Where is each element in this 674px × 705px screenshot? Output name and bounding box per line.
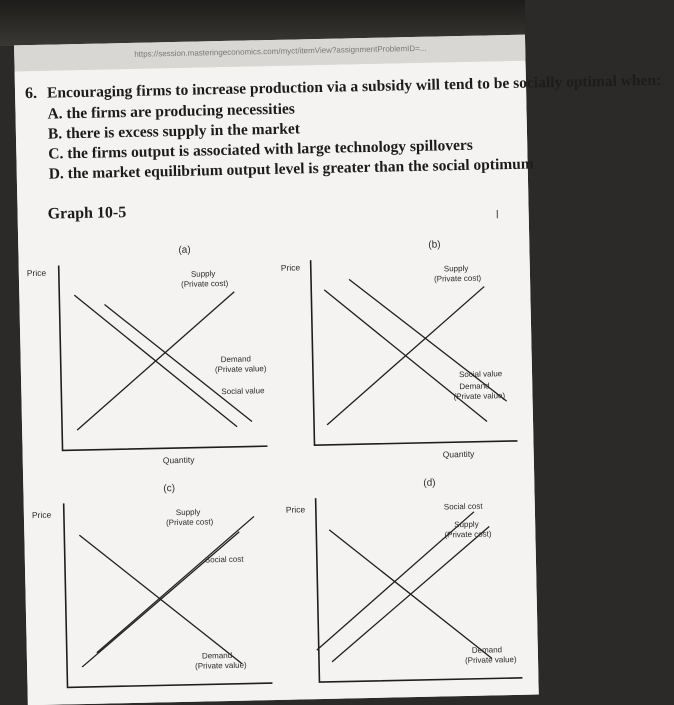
panel-d [285, 476, 522, 683]
option-d-text: the market equilibrium output level is greater than the social optimum [67, 155, 534, 183]
panel-d-label: (d) [423, 477, 436, 489]
panel-d-price-label: Price [285, 504, 306, 515]
panel-c-label: (c) [163, 483, 176, 495]
panel-a-supply-label: Supply [190, 269, 216, 279]
option-b-text: there is excess supply in the market [65, 120, 301, 143]
panel-d-demand-curve [329, 527, 492, 662]
panel-b-supply-label: Supply [443, 263, 469, 274]
document-page [15, 61, 662, 705]
option-a-text: the firms are producing necessities [66, 100, 296, 123]
panel-d-social-cost-label: Social cost [443, 501, 483, 512]
graph-10-5-figure [18, 226, 533, 696]
panel-d-demand-label: Demand [471, 645, 503, 655]
panel-b-demand-curve [324, 287, 490, 425]
option-a-letter: A. [47, 105, 63, 123]
question-number: 6. [24, 84, 38, 103]
panel-a-supply-sub: (Private cost) [181, 278, 229, 289]
panel-c-demand-label: Demand [201, 650, 233, 661]
panel-a-demand-sub: (Private value) [214, 364, 267, 375]
panel-d-demand-sub: (Private value) [464, 654, 517, 666]
panel-c-social-cost-label: Social cost [204, 554, 244, 565]
panel-b [280, 238, 518, 463]
panel-a-social-value-label: Social value [221, 386, 265, 397]
panel-a-price-label: Price [26, 267, 47, 279]
panel-d-supply-label: Supply [454, 519, 479, 530]
panel-d-supply-sub: (Private cost) [444, 529, 492, 540]
panel-b-axes [311, 256, 518, 445]
option-a[interactable] [47, 100, 295, 123]
panel-c-demand-sub: (Private value) [195, 660, 247, 671]
panel-b-supply-sub: (Private cost) [433, 273, 482, 284]
panel-b-quantity-label: Quantity [442, 448, 475, 460]
panel-b-price-label: Price [280, 262, 301, 273]
panel-a-quantity-label: Quantity [162, 454, 195, 466]
question-stem: Encouraging firms to increase production via a subsidy will tend to be socially optimal when: [46, 71, 662, 102]
option-d-letter: D. [48, 165, 65, 183]
panel-b-demand-sub: (Private value) [453, 391, 506, 402]
graph-title: Graph 10-5 [47, 204, 127, 223]
option-b-letter: B. [47, 125, 63, 143]
url-text[interactable]: https://session.masteringeconomics.com/myct/itemView?assignmentProblemID=... [134, 43, 427, 59]
screen [14, 35, 662, 705]
option-c-text: the firms output is associated with large technology spillovers [67, 136, 473, 163]
panel-a-demand-curve [74, 292, 237, 430]
panel-a-label: (a) [178, 244, 191, 256]
text-cursor-icon: I [495, 207, 500, 222]
option-c-letter: C. [48, 145, 64, 163]
panel-a [26, 243, 268, 468]
panel-b-demand-label: Demand [459, 381, 490, 392]
panel-b-social-value-label: Social value [458, 369, 503, 380]
panel-c-supply-label: Supply [175, 507, 201, 518]
panel-c [31, 481, 272, 688]
panel-c-price-label: Price [31, 509, 52, 521]
panel-b-label: (b) [428, 239, 441, 251]
panel-a-demand-label: Demand [220, 354, 252, 365]
panel-c-supply-sub: (Private cost) [165, 517, 214, 528]
